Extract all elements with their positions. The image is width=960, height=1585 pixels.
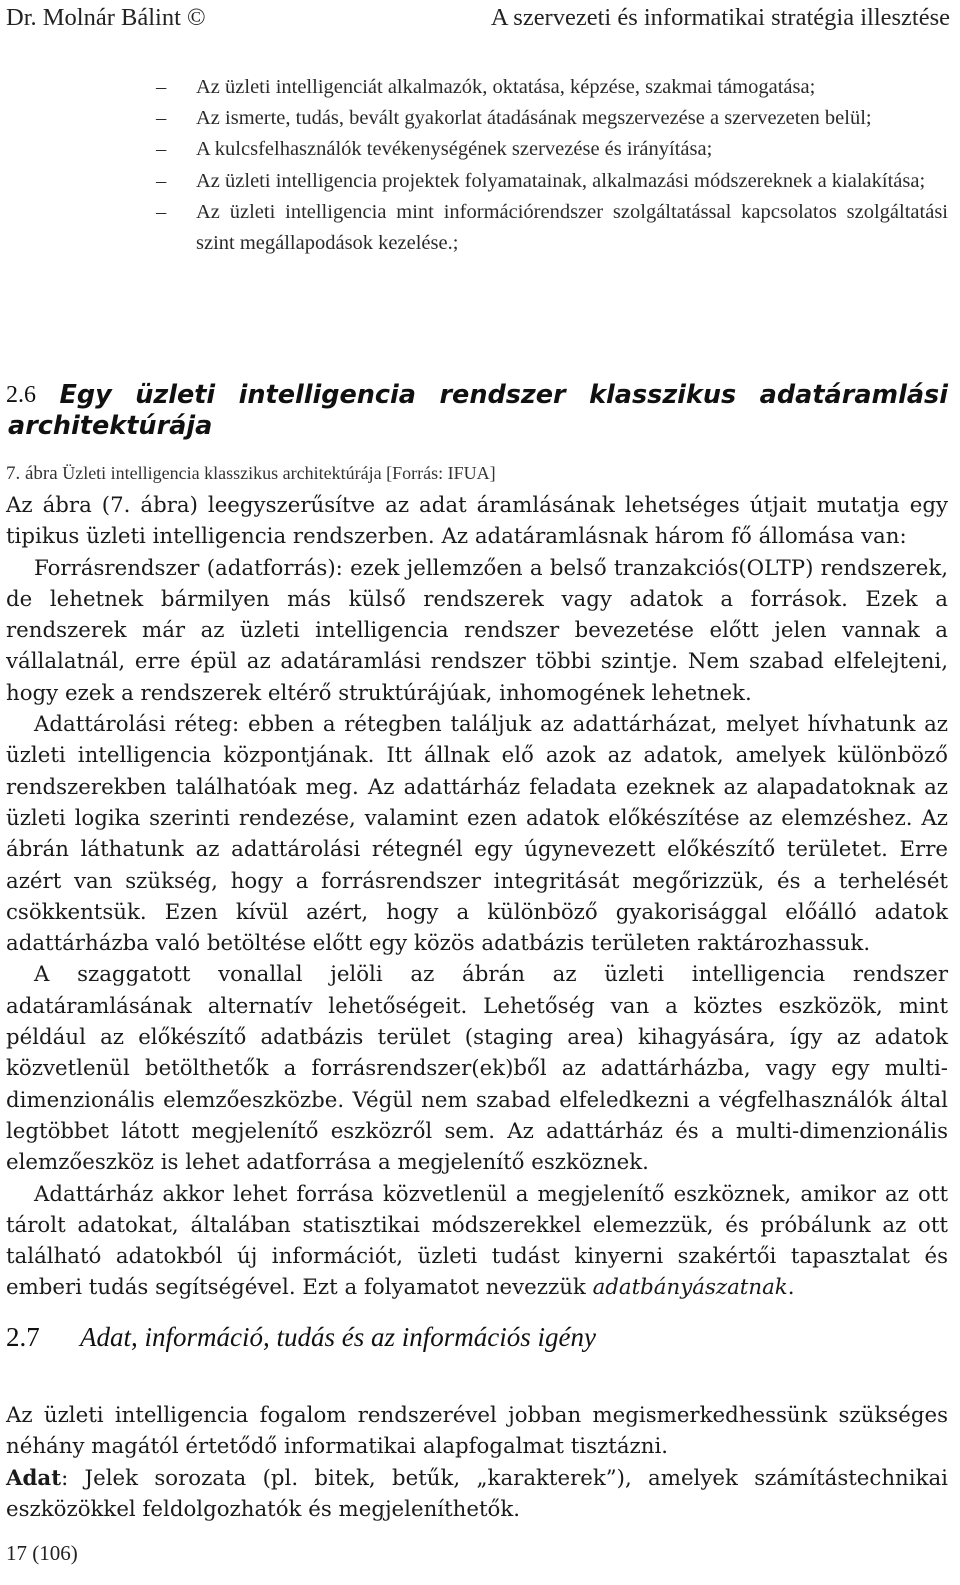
definition-paragraph — [6, 1463, 948, 1526]
emphasized-term: adatbányászatnak — [592, 1275, 788, 1301]
paragraph: Az üzleti intelligencia fogalom rendszerével jobban megismerkedhessünk szükséges néhány magától értetődő informatikai alapfogalmat tisztázni. — [6, 1403, 948, 1460]
dash-bullet: – — [156, 138, 167, 161]
paragraph-end: . — [787, 1275, 795, 1301]
heading-word: Egy — [59, 380, 112, 410]
figure-caption-text: Üzleti intelligencia klasszikus architektúrája [Forrás: IFUA] — [62, 463, 496, 483]
section-number: 2.7 — [6, 1322, 40, 1352]
list-item-text: Az üzleti intelligencia mint információrendszer szolgáltatással kapcsolatos szolgáltatási szint megállapodások kezelése.; — [196, 200, 948, 255]
heading-line-2: architektúrája — [8, 411, 213, 441]
list-item-text: Az ismerte, tudás, bevált gyakorlat átadásának megszervezése a szervezeten belül; — [196, 107, 872, 130]
dash-bullet: – — [156, 200, 167, 223]
paragraph: Forrásrendszer (adatforrás): ezek jellemzően a belső tranzakciós(OLTP) rendszerek, de lehetnek bármilyen más külső rendszerek vagy adatok a források. Ezek a rendszerek már az üzleti intelligencia rendszer bevezetése előtt jelen vannak a vállalatnál, erre épül az adatáramlási rendszer többi szintje. Nem szabad elfelejteni, hogy ezek a rendszerek eltérő struktúrájúak, inhomogének lehetnek. — [6, 555, 948, 706]
paragraph: A szaggatott vonallal jelöli az ábrán az üzleti intelligencia rendszer adatáramlásának alternatív lehetőségeit. Lehetőség van a köztes eszközök, mint például az előkészítő adatbázis terület (staging area) kihagyására, így az adatok közvetlenül betölthetők a forrásrendszer(ek)ből az adattárházba, vagy egy multi-dimenzionális elemzőeszközbe. Végül nem szabad elfeledkezni a végfelhasználók által legtöbbet látott megjelenítő eszközről sem. Az adattárház és a multi-dimenzionális elemzőeszköz is lehet adatforrása a megjelenítő eszköznek. — [6, 962, 948, 1176]
heading-word: üzleti — [135, 380, 216, 410]
dash-bullet: – — [156, 107, 167, 130]
paragraph: Adattárolási réteg: ebben a rétegben találjuk az adattárházat, melyet hívhatunk az üzleti intelligencia központjának. Itt állnak elő azok az adatok, amelyek különböző rendszerekben találhatóak meg. Az adattárház feladata ezeknek az alapadatoknak az üzleti logika szerinti rendezése, valamint ezen adatok előkészítése az elemzéshez. Az ábrán láthatunk az adattárolási rétegnél egy úgynevezett előkészítő területet. Erre azért van szükség, hogy a forrásrendszer integritását megőrizzük, és a terhelését csökkentsük. Ezen kívül azért, hogy a különböző gyakorisággal előálló adatok adattárházba való betöltése előtt egy közös adatbázis területen raktározhassuk. — [6, 712, 948, 957]
section-heading-2-6 — [6, 380, 948, 442]
heading-word: adatáramlási — [759, 380, 948, 410]
dash-bullet: – — [156, 76, 167, 98]
list-item — [6, 134, 948, 165]
section-heading-2-7 — [6, 1320, 596, 1354]
page-number: 17 (106) — [6, 1541, 78, 1565]
paragraph: Az ábra (7. ábra) leegyszerűsítve az adat áramlásának lehetséges útjait mutatja egy tipikus üzleti intelligencia rendszerben. Az adatáramlásnak három fő állomása van: — [6, 493, 948, 550]
heading-word: rendszer — [439, 380, 566, 410]
list-item — [6, 197, 948, 259]
section-title: Adat, információ, tudás és az információs igény — [80, 1322, 596, 1352]
figure-label: 7. ábra — [6, 463, 58, 484]
list-item — [6, 72, 948, 103]
heading-word: intelligencia — [238, 380, 416, 410]
definition-term: Adat — [6, 1465, 62, 1491]
list-item-text: Az üzleti intelligenciát alkalmazók, oktatása, képzése, szakmai támogatása; — [196, 76, 816, 98]
main-text — [6, 490, 948, 1304]
list-item — [6, 166, 948, 197]
list-item-text: Az üzleti intelligencia projektek folyamatainak, alkalmazási módszereknek a kialakítása; — [196, 169, 926, 192]
list-item-text: A kulcsfelhasználók tevékenységének szervezése és irányítása; — [196, 138, 713, 161]
paragraph-text: Adattárház akkor lehet forrása közvetlenül a megjelenítő eszköznek, amikor az ott tárolt adatokat, általában statisztikai módszerekkel elemezzük, és próbálunk az ott található adatokból új információt, üzleti tudást kinyerni szakértői tapasztalat és emberi tudás segítségével. Ezt a folyamatot nevezzük — [6, 1181, 948, 1301]
document-page — [6, 0, 948, 1585]
definition-text: : Jelek sorozata (pl. bitek, betűk, „karakterek”), amelyek számítástechnikai eszközökkel feldolgozhatók és megjeleníthetők. — [6, 1465, 948, 1522]
paragraph — [6, 1179, 948, 1304]
list-item — [6, 103, 948, 134]
section-2-7-text — [6, 1400, 948, 1525]
figure-caption — [6, 461, 496, 486]
header-title: A szervezeti és informatikai stratégia illesztése — [490, 4, 950, 31]
heading-word: klasszikus — [589, 380, 737, 410]
bullet-list — [6, 72, 948, 259]
header-author: Dr. Molnár Bálint © — [6, 4, 206, 31]
dash-bullet: – — [156, 169, 167, 192]
section-number: 2.6 — [6, 382, 36, 408]
page-header — [6, 4, 948, 34]
